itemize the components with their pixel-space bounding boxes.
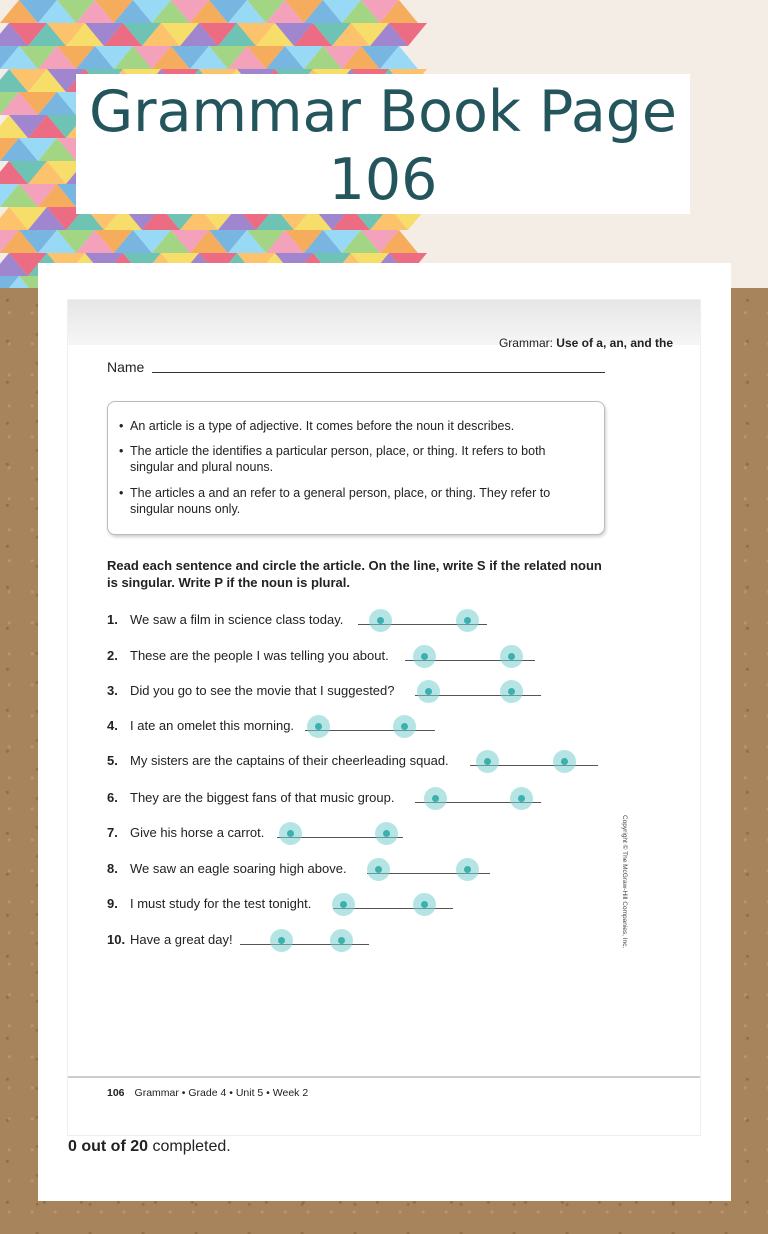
answer-hotspot[interactable] [375, 822, 398, 845]
name-line [152, 372, 605, 373]
answer-hotspot[interactable] [500, 645, 523, 668]
exercise-number: 2. [107, 648, 118, 663]
exercise-number: 9. [107, 896, 118, 911]
answer-hotspot[interactable] [413, 893, 436, 916]
exercise-item [107, 683, 395, 698]
exercise-item [107, 790, 394, 805]
exercise-sentence: Did you go to see the movie that I suggested? [130, 683, 395, 698]
answer-hotspot[interactable] [456, 858, 479, 881]
exercise-sentence: We saw an eagle soaring high above. [130, 861, 347, 876]
page-title: Grammar Book Page 106 [88, 79, 678, 213]
worksheet-footer [107, 1087, 308, 1099]
exercise-number: 3. [107, 683, 118, 698]
topic-text: Use of a, an, and the [556, 336, 673, 350]
article-hotspot[interactable] [307, 715, 330, 738]
worksheet-topic [499, 336, 673, 350]
answer-hotspot[interactable] [393, 715, 416, 738]
pattern-triangle [389, 23, 427, 46]
exercise-number: 10. [107, 932, 126, 947]
pattern-triangle [380, 230, 418, 253]
exercise-sentence: My sisters are the captains of their cheerleading squad. [130, 753, 449, 768]
article-hotspot[interactable] [413, 645, 436, 668]
copyright-notice: Copyright © The McGraw-Hill Companies, Inc. [621, 815, 628, 949]
article-hotspot[interactable] [417, 680, 440, 703]
exercise-number: 4. [107, 718, 118, 733]
exercise-item [107, 612, 343, 627]
article-hotspot[interactable] [367, 858, 390, 881]
exercise-sentence: These are the people I was telling you about. [130, 648, 389, 663]
exercise-number: 6. [107, 790, 118, 805]
exercise-sentence: Have a great day! [130, 932, 233, 947]
article-hotspot[interactable] [424, 787, 447, 810]
exercise-sentence: They are the biggest fans of that music group. [130, 790, 395, 805]
exercise-sentence: I ate an omelet this morning. [130, 718, 295, 733]
exercise-sentence: I must study for the test tonight. [130, 896, 312, 911]
rule-item: • The article the identifies a particular person, place, or thing. It refers to both singular and plural nouns. [130, 443, 580, 475]
footer-page-number: 106 [107, 1087, 125, 1099]
exercise-item [107, 932, 233, 947]
answer-hotspot[interactable] [510, 787, 533, 810]
instructions: Read each sentence and circle the article. On the line, write S if the related noun is singular. Write P if the noun is plural. [107, 558, 602, 590]
article-hotspot[interactable] [476, 750, 499, 773]
pattern-triangle [380, 0, 418, 23]
progress-count: 0 out of 20 [68, 1138, 149, 1155]
exercise-item [107, 648, 389, 663]
progress-status [68, 1138, 231, 1156]
answer-hotspot[interactable] [500, 680, 523, 703]
exercise-item [107, 896, 311, 911]
exercise-item [107, 861, 347, 876]
exercise-item [107, 825, 264, 840]
article-hotspot[interactable] [332, 893, 355, 916]
exercise-number: 7. [107, 825, 118, 840]
exercise-number: 5. [107, 753, 118, 768]
exercise-sentence: Give his horse a carrot. [130, 825, 265, 840]
topic-prefix: Grammar: [498, 336, 553, 350]
progress-suffix: completed. [148, 1138, 231, 1155]
footer-text: Grammar • Grade 4 • Unit 5 • Week 2 [134, 1087, 309, 1099]
pattern-triangle [380, 46, 418, 69]
rule-item: • The articles a and an refer to a general person, place, or thing. They refer to singular nouns only. [130, 485, 580, 517]
name-label: Name [107, 359, 145, 375]
article-hotspot[interactable] [279, 822, 302, 845]
exercise-sentence: We saw a film in science class today. [130, 612, 344, 627]
answer-hotspot[interactable] [330, 929, 353, 952]
exercise-number: 8. [107, 861, 118, 876]
rule-item: • An article is a type of adjective. It comes before the noun it describes. [130, 418, 580, 434]
answer-hotspot[interactable] [553, 750, 576, 773]
article-hotspot[interactable] [270, 929, 293, 952]
exercise-item [107, 753, 449, 768]
exercise-item [107, 718, 294, 733]
answer-hotspot[interactable] [456, 609, 479, 632]
exercise-number: 1. [107, 612, 118, 627]
footer-divider [68, 1076, 700, 1078]
article-hotspot[interactable] [369, 609, 392, 632]
